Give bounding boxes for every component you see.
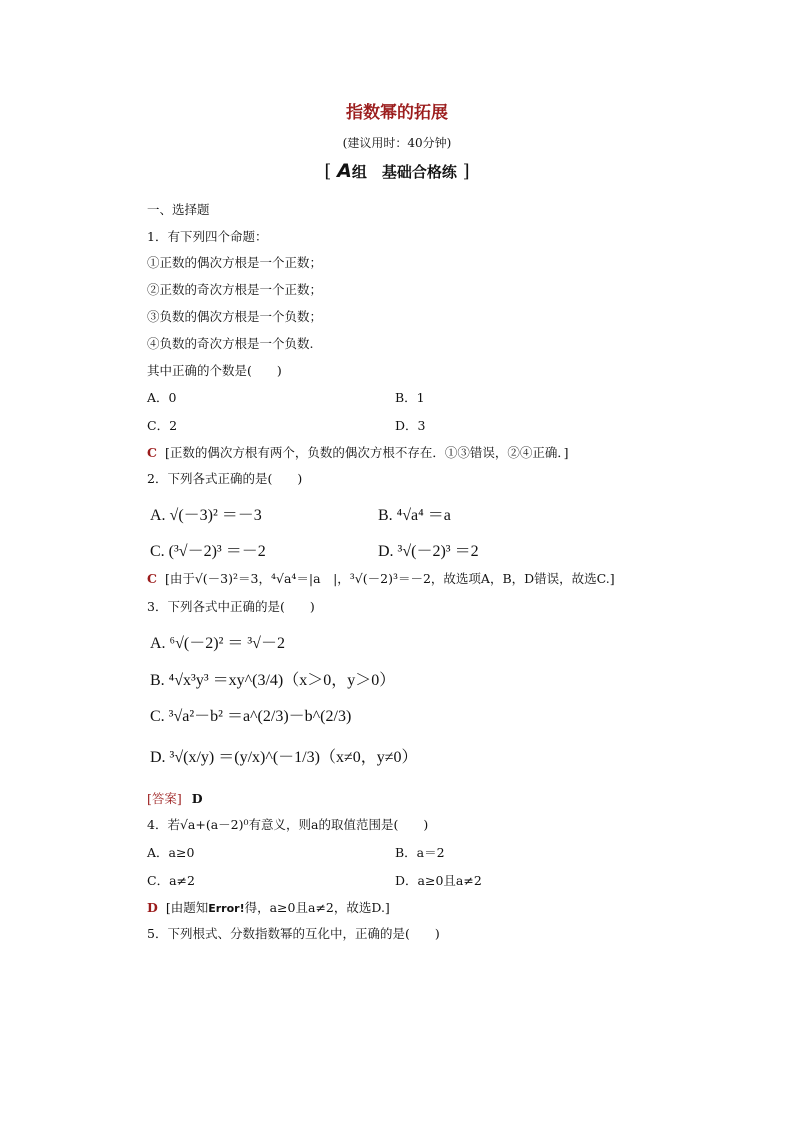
q3-option-c: C. ³√a²－b² ＝a^(2/3)－b^(2/3) <box>150 708 352 725</box>
q3-answer-letter: D <box>191 791 203 806</box>
q4-option-c: C．a≠2 <box>147 873 195 888</box>
q2-answer-explanation: [由于√(－3)²＝3，⁴√a⁴＝|a |，³√(－2)³＝－2，故选项A，B，D错误，故选C.] <box>164 571 615 586</box>
q3-option-a: A. ⁶√(－2)² ＝ ³√－2 <box>150 635 285 652</box>
q4-answer-letter: D <box>147 900 158 915</box>
q1-item-4: ④负数的奇次方根是一个负数. <box>147 336 314 351</box>
q4-option-b: B．a＝2 <box>395 845 445 860</box>
group-heading: [ A组 基础合格练 ] <box>324 160 470 182</box>
q4-option-a: A．a≥0 <box>147 845 195 860</box>
q4-option-d: D．a≥0且a≠2 <box>395 873 482 888</box>
page-title: 指数幂的拓展 <box>346 103 448 123</box>
q4-answer-post: 得，a≥0且a≠2，故选D.] <box>244 900 390 915</box>
q2-answer <box>147 569 615 587</box>
q2-stem: 2．下列各式正确的是( ) <box>147 471 303 486</box>
q4-answer-error: Error! <box>208 902 245 915</box>
q4-stem: 4．若√a+(a－2)⁰有意义，则a的取值范围是( ) <box>147 817 429 832</box>
group-letter: A <box>337 160 352 182</box>
q3-option-d: D. ³√(x/y) ＝(y/x)^(－1/3)（x≠0，y≠0） <box>150 749 418 766</box>
q5-stem: 5．下列根式、分数指数幂的互化中，正确的是( ) <box>147 926 440 941</box>
q2-option-c: C. (³√－2)³ ＝－2 <box>150 543 266 560</box>
q1-option-d: D．3 <box>395 418 426 433</box>
q3-answer-tag: [答案] <box>147 791 182 806</box>
q2-option-a: A. √(－3)² ＝－3 <box>150 507 262 524</box>
q1-ask: 其中正确的个数是( ) <box>147 363 282 378</box>
q4-answer-pre: [由题知 <box>165 900 209 915</box>
q1-option-a: A．0 <box>147 390 177 405</box>
q1-option-c: C．2 <box>147 418 178 433</box>
q3-stem: 3．下列各式中正确的是( ) <box>147 599 315 614</box>
section-heading: 一、选择题 <box>147 202 210 217</box>
q1-item-3: ③负数的偶次方根是一个负数； <box>147 309 323 324</box>
q4-answer <box>147 898 390 916</box>
q1-answer <box>147 443 568 461</box>
q1-answer-letter: C <box>147 445 157 460</box>
group-label: 组 基础合格练 <box>351 163 457 181</box>
q1-answer-explanation: [正数的偶次方根有两个，负数的偶次方根不存在．①③错误，②④正确．] <box>164 445 569 460</box>
q1-stem: 1．有下列四个命题： <box>147 229 268 244</box>
q2-answer-letter: C <box>147 571 157 586</box>
q2-option-b: B. ⁴√a⁴ ＝a <box>378 507 451 524</box>
suggested-time: (建议用时：40分钟) <box>342 136 452 150</box>
q1-option-b: B．1 <box>395 390 425 405</box>
q2-option-d: D. ³√(－2)³ ＝2 <box>378 543 479 560</box>
q1-item-2: ②正数的奇次方根是一个正数； <box>147 282 323 297</box>
q3-option-b: B. ⁴√x³y³ ＝xy^(3/4)（x＞0，y＞0） <box>150 672 396 689</box>
q3-answer <box>147 789 203 807</box>
q1-item-1: ①正数的偶次方根是一个正数； <box>147 255 323 270</box>
